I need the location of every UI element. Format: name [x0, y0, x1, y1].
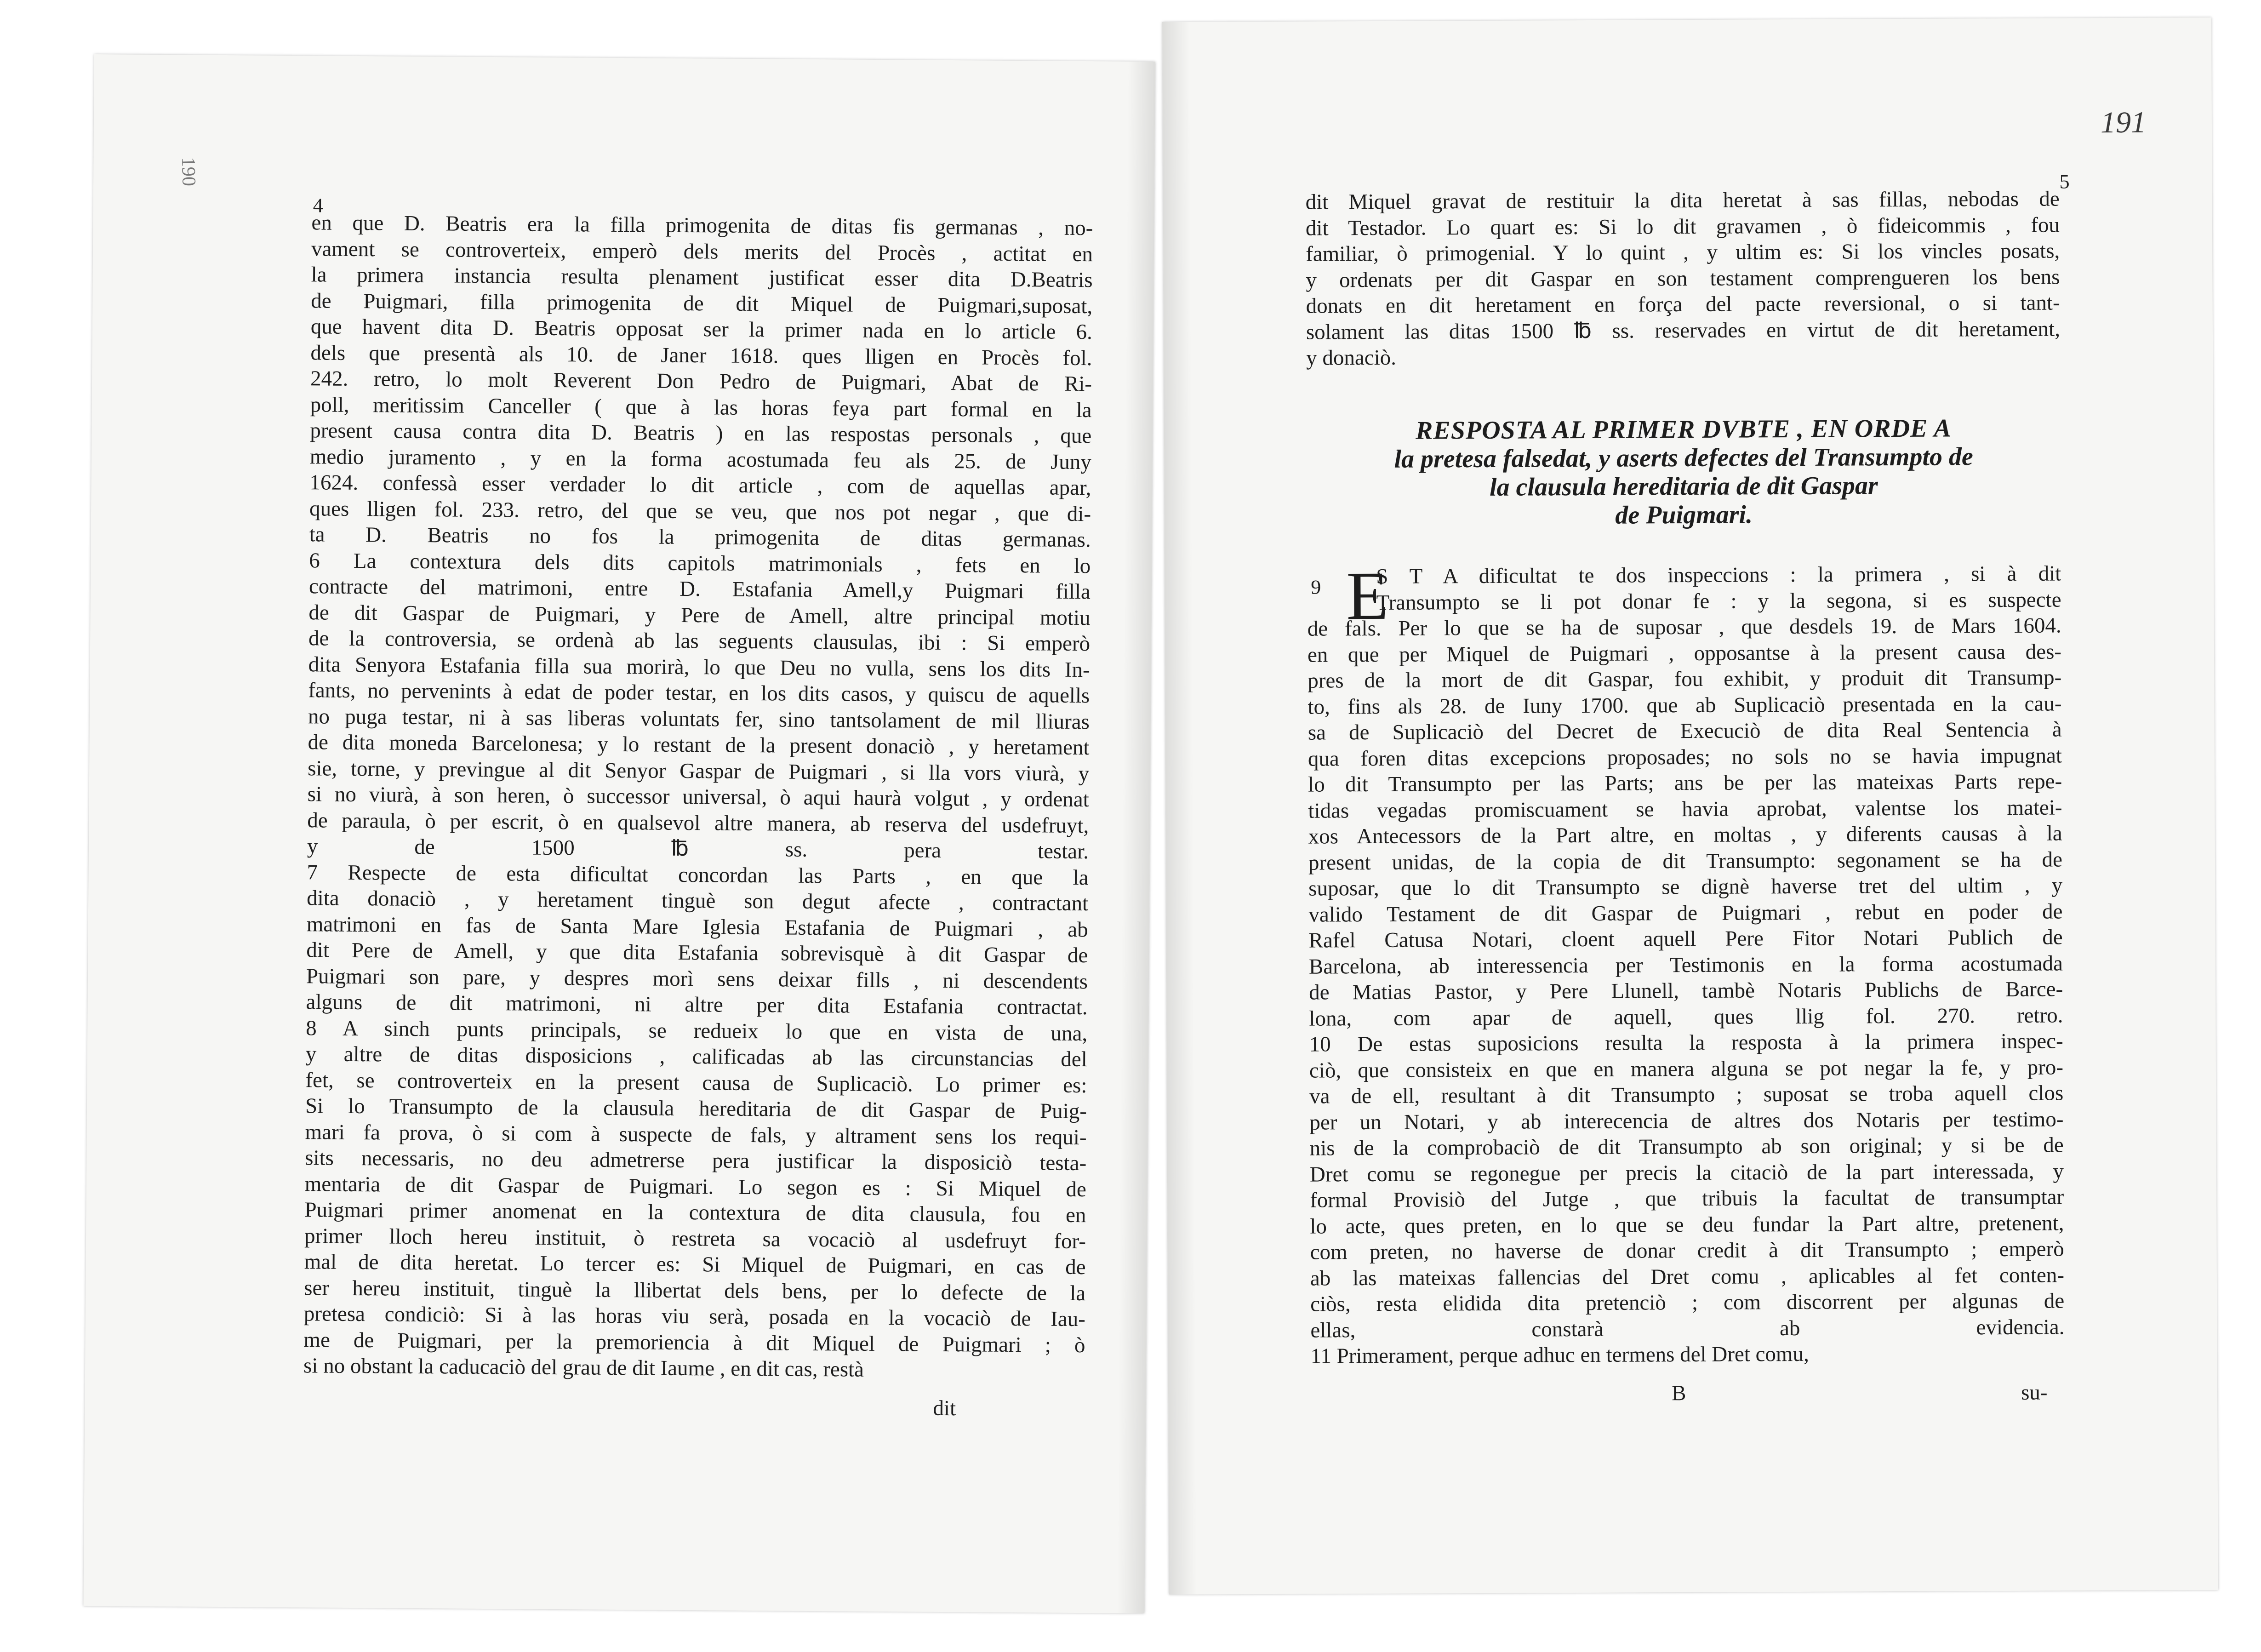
heading-line-2: la pretesa falsedat, y aserts defectes del Transumpto de — [1394, 442, 1973, 474]
folio-number-handwritten: 191 — [2100, 105, 2147, 140]
text-line: present unidas, de la copia de dit Transumpto: segonament se ha de — [1308, 847, 2063, 875]
text-line: y altre de ditas disposicions , calificadas ab las circunstancias del — [305, 1042, 1087, 1072]
text-line: poll, meritissim Canceller ( que à las horas feya part formal en la — [310, 392, 1092, 422]
text-line: dit Miquel gravat de restituir la dita heretat à sas fillas, nebodas de — [1305, 187, 2060, 214]
text-line: medio juramento , y en la forma acostumada feu als 25. de Juny — [309, 444, 1092, 474]
text-line: contracte del matrimoni, entre D. Estafania Amell,y Puigmari filla — [308, 574, 1091, 604]
text-line: mentaria de dit Gaspar de Puigmari. Lo segon es : Si Miquel de — [304, 1172, 1086, 1201]
text-line: xos Antecessors de la Part altre, en moltas , y diferents causas à la — [1308, 821, 2062, 849]
text-line: Dret comu se regonegue per precis la citaciò de la part interessada, y — [1309, 1159, 2064, 1187]
right-page-body — [1307, 557, 2065, 1369]
text-line: Rafel Catusa Notari, cloent aquell Pere Fitor Notari Publich de — [1308, 925, 2063, 953]
heading-line-1: RESPOSTA AL PRIMER DVBTE , EN ORDE A — [1415, 414, 1952, 445]
text-line: si no obstant la caducaciò del grau de dit Iaume , en dit cas, restà — [303, 1354, 864, 1382]
text-line: dels que presentà als 10. de Janer 1618. ques lligen en Procès fol. — [310, 340, 1092, 370]
text-line: primer lloch hereu instituit, ò restreta sa vocaciò al usdefruyt for- — [304, 1223, 1086, 1253]
left-catchword: dit — [933, 1396, 956, 1421]
text-line: solament las ditas 1500 ℔ ss. reservades en virtut de dit heretament, — [1306, 316, 2061, 344]
right-page-intro — [1306, 186, 2061, 371]
text-line: y donaciò. — [1306, 345, 1397, 370]
text-line: 7 Respecte de esta dificultat concordan las Parts , en que la — [307, 860, 1089, 890]
text-line: de fals. Per lo que se ha de suposar , que desdels 19. de Mars 1604. — [1307, 613, 2061, 641]
text-line: 8 A sinch punts principals, se redueix lo que en vista de una, — [306, 1016, 1088, 1046]
heading-line-3: la clausula hereditaria de dit Gaspar — [1489, 471, 1878, 502]
text-line: lo dit Transumpto per las Parts; ans be per las mateixas Parts repe- — [1308, 769, 2062, 797]
text-line: to, fins als 28. de Iuny 1700. que ab Suplicaciò presentada en la cau- — [1307, 691, 2062, 719]
text-line: lona, com apar de aquell, ques llig fol. 270. retro. — [1309, 1003, 2063, 1031]
right-page — [1162, 17, 2218, 1595]
text-line: de dit Gaspar de Puigmari, y Pere de Amell, altre principal motiu — [308, 600, 1091, 630]
text-line: Puigmari son pare, y despres morì sens deixar fills , ni descendents — [306, 964, 1088, 994]
text-line: fants, no pervenints à edat de poder testar, en los dits casos, y quiscu de aquells — [308, 678, 1090, 708]
text-line: 1624. confessà esser verdader lo dit article , com de aquellas apar, — [309, 470, 1091, 500]
text-line: que havent dita D. Beatris opposat ser la primer nada en lo article 6. — [310, 314, 1093, 344]
text-line: no puga testar, ni à sas liberas voluntats fer, sino tantsolament de mil lliuras — [308, 704, 1090, 734]
left-page — [83, 54, 1155, 1613]
right-catchword: su- — [2021, 1380, 2048, 1405]
text-line: en que D. Beatris era la filla primogenita de ditas fis germanas , no- — [311, 211, 1093, 240]
text-line: de paraula, ò per escrit, ò en qualsevol altre manera, ab reserva del usdefruyt, — [307, 808, 1089, 838]
text-line: alguns de dit matrimoni, ni altre per dita Estafania contractat. — [306, 990, 1088, 1020]
text-line: Si lo Transumpto de la clausula hereditaria de dit Gaspar de Puig- — [305, 1094, 1087, 1124]
text-line: lo acte, ques preten, en lo que se deu fundar la Part altre, pretenent, — [1310, 1211, 2064, 1239]
left-page-body — [303, 210, 1093, 1384]
gutter-shadow-right — [1162, 22, 1197, 1595]
text-line: 242. retro, lo molt Reverent Don Pedro de Puigmari, Abat de Ri- — [310, 366, 1092, 396]
text-line: matrimoni en fas de Santa Mare Iglesia Estafania de Puigmari , ab — [306, 912, 1088, 942]
text-line: y ordenats per dit Gaspar en son testament comprengueren los bens — [1306, 264, 2060, 292]
text-line: ciò, que consisteix en que en manera alguna se pot negar la fe, y pro- — [1309, 1055, 2064, 1083]
text-line: Transumpto se li pot donar fe : y la segona, si es suspecte — [1376, 587, 2061, 615]
signature-mark: B — [1671, 1381, 1686, 1406]
text-line: va de ell, resultant à dit Transumpto ; suposat se troba aquell clos — [1309, 1081, 2064, 1109]
text-line: 6 La contextura dels dits capitols matrimonials , fets en lo — [309, 548, 1091, 578]
left-corner-mark: 190 — [177, 157, 200, 187]
text-line: ab las mateixas fallencias del Dret comu , aplicables al fet conten- — [1310, 1263, 2065, 1291]
heading-line-4: de Puigmari. — [1615, 500, 1753, 530]
text-line: tidas vegadas promiscuament se havia aprobat, valentse los matei- — [1308, 795, 2062, 823]
text-line: ta D. Beatris no fos la primogenita de ditas germanas. — [309, 522, 1091, 552]
text-line: mari fa prova, ò si com à suspecte de fals, y altrament sens los requi- — [305, 1120, 1087, 1149]
text-line: me de Puigmari, per la premoriencia à dit Miquel de Puigmari ; ò — [303, 1327, 1085, 1357]
text-line: ciòs, resta elidida dita pretenciò ; com discorrent per algunas de — [1310, 1289, 2065, 1316]
text-line: fet, se controverteix en la present causa de Suplicaciò. Lo primer es: — [305, 1068, 1087, 1098]
text-line: 10 De estas suposicions resulta la resposta à la primera inspec- — [1309, 1029, 2063, 1057]
text-line: ellas, constarà ab evidencia. — [1310, 1315, 2065, 1343]
text-line: valido Testament de dit Gaspar de Puigmari , rebut en poder de — [1308, 899, 2063, 927]
drop-capital: E — [1346, 557, 1389, 635]
text-line: dita donaciò , y heretament tinguè son degut afecte , contractant — [307, 886, 1089, 916]
paragraph-number-9: 9 — [1311, 576, 1321, 599]
text-line: familiar, ò primogenial. Y lo quint , y ultim es: Si los vincles posats, — [1306, 239, 2060, 266]
text-line: com preten, no haverse de donar credit à dit Transumpto ; emperò — [1310, 1237, 2064, 1264]
text-line: la primera instancia resulta plenament justificat esser dita D.Beatris — [311, 263, 1093, 292]
text-line: Puigmari primer anomenat en la contextura de dita clausula, fou en — [304, 1198, 1086, 1228]
text-line: pres de la mort de dit Gaspar, fou exhibit, y produit dit Transump- — [1307, 665, 2062, 693]
text-line: per un Notari, y ab interecencia de altres dos Notaris per testimo- — [1309, 1107, 2064, 1135]
text-line: Barcelona, ab interessencia per Testimonis en la forma acostumada — [1308, 951, 2063, 979]
left-page-number: 4 — [313, 194, 323, 217]
text-line: si no viurà, à son heren, ò successor universal, ò aqui haurà volgut , y ordenat — [307, 782, 1089, 812]
text-line: ser hereu instituit, tinguè la llibertat dels bens, per lo defecte de la — [304, 1275, 1086, 1305]
text-line: de dita moneda Barcelonesa; y lo restant de la present donaciò , y heretament — [308, 730, 1090, 760]
text-line: dit Pere de Amell, y que dita Estafania sobrevisquè à dit Gaspar de — [306, 938, 1088, 968]
text-line: nis de la comprobaciò de dit Transumpto ab son original; y si be de — [1309, 1133, 2064, 1160]
text-line: present causa contra dita D. Beatris ) en las respostas personals , que — [310, 418, 1092, 448]
text-line: ques lligen fol. 233. retro, del que se veu, que nos pot negar , que di- — [309, 496, 1091, 526]
text-line: S T A dificultat te dos inspeccions : la primera , si à dit — [1376, 561, 2061, 589]
text-line: qua foren ditas excepcions proposades; no sols no se havia impugnat — [1307, 743, 2062, 771]
text-line: sits necessaris, no deu admetrerse pera justificar la disposiciò testa- — [305, 1146, 1087, 1176]
text-line: de Puigmari, filla primogenita de dit Miquel de Puigmari,suposat, — [311, 288, 1093, 318]
section-heading — [1307, 413, 2061, 531]
text-line: de Matias Pastor, y Pere Llunell, tambè Notaris Publichs de Barce- — [1309, 977, 2063, 1005]
text-line: dit Testador. Lo quart es: Si lo dit gravamen , ò fideicommis , fou — [1305, 212, 2060, 240]
text-line: sa de Suplicaciò del Decret de Execuciò de dita Real Sentencia à — [1307, 717, 2062, 745]
text-line: vament se controverteix, emperò dels merits del Procès , actitat en — [311, 236, 1093, 266]
right-page-number: 5 — [2059, 170, 2070, 193]
text-line: formal Provisiò del Jutge , que tribuis la facultat de transumptar — [1310, 1185, 2064, 1212]
text-line: sie, torne, y previngue al dit Senyor Gaspar de Puigmari , si lla vors viurà, y — [307, 756, 1090, 786]
text-line: dita Senyora Estafania filla sua morirà, lo que Deu no vulla, sens los dits In- — [308, 652, 1090, 682]
text-line: y de 1500 ℔ ss. pera testar. — [307, 834, 1089, 864]
text-line: donats en dit heretament en força del pacte reversional, o si tant- — [1306, 291, 2060, 318]
text-line: en que per Miquel de Puigmari , opposantse à la present causa des- — [1307, 639, 2062, 667]
text-line: pretesa condiciò: Si à las horas viu serà, posada en la vocaciò de Iau- — [303, 1302, 1086, 1332]
text-line: de la controversia, se ordenà ab las seguents clausulas, ibi : Si emperò — [308, 626, 1091, 656]
gutter-shadow-left — [1117, 62, 1155, 1613]
text-line: mal de dita heretat. Lo tercer es: Si Miquel de Puigmari, en cas de — [304, 1250, 1086, 1280]
text-line: 11 Primerament, perque adhuc en termens del Dret comu, — [1310, 1342, 1809, 1368]
text-line: suposar, que lo dit Transumpto se dignè haverse tret del ultim , y — [1308, 873, 2063, 901]
